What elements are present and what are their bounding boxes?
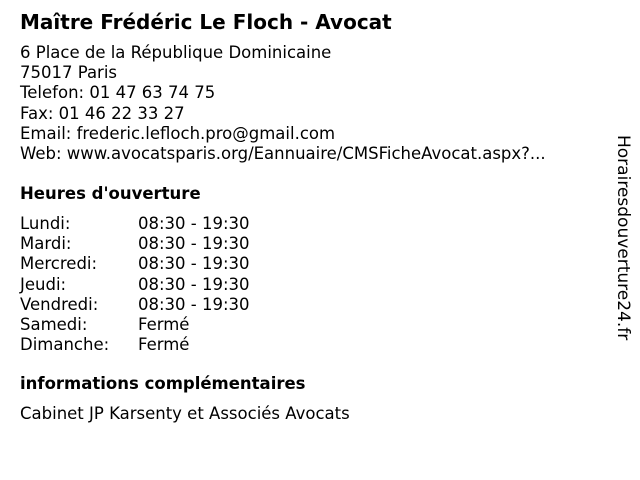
day-hours: 08:30 - 19:30 (138, 274, 250, 294)
hours-heading: Heures d'ouverture (20, 184, 201, 203)
site-watermark: Horairesdouverture24.fr (613, 135, 633, 341)
address-street: 6 Place de la République Dominicaine (20, 43, 332, 62)
hours-row-sunday (20, 335, 250, 355)
day-hours: Fermé (138, 315, 190, 335)
day-label: Mercredi: (20, 254, 98, 274)
day-hours: 08:30 - 19:30 (138, 254, 250, 274)
hours-row-saturday (20, 315, 250, 335)
info-text: Cabinet JP Karsenty et Associés Avocats (20, 404, 350, 423)
day-hours: 08:30 - 19:30 (138, 214, 250, 233)
hours-row-wednesday (20, 254, 250, 274)
day-label: Jeudi: (20, 274, 67, 294)
day-label: Mardi: (20, 234, 72, 254)
day-label: Dimanche: (20, 335, 110, 355)
day-hours: 08:30 - 19:30 (138, 234, 250, 254)
day-hours: 08:30 - 19:30 (138, 294, 250, 314)
day-label: Vendredi: (20, 294, 99, 314)
day-label: Samedi: (20, 315, 88, 335)
phone-number: Telefon: 01 47 63 74 75 (20, 83, 216, 103)
hours-row-monday (20, 214, 250, 234)
fax-number: Fax: 01 46 22 33 27 (20, 103, 185, 123)
hours-row-tuesday (20, 234, 250, 254)
hours-row-friday (20, 295, 250, 315)
email-address: Email: frederic.lefloch.pro@gmail.com (20, 123, 336, 143)
hours-row-thursday (20, 275, 250, 295)
day-hours: Fermé (138, 335, 190, 355)
info-heading: informations complémentaires (20, 374, 306, 393)
day-label: Lundi: (20, 214, 71, 233)
contact-details (20, 43, 546, 164)
page-title: Maître Frédéric Le Floch - Avocat (20, 10, 392, 34)
address-city: 75017 Paris (20, 63, 118, 83)
website-url: Web: www.avocatsparis.org/Eannuaire/CMSFicheAvocat.aspx?... (20, 144, 546, 164)
hours-table (20, 214, 250, 355)
